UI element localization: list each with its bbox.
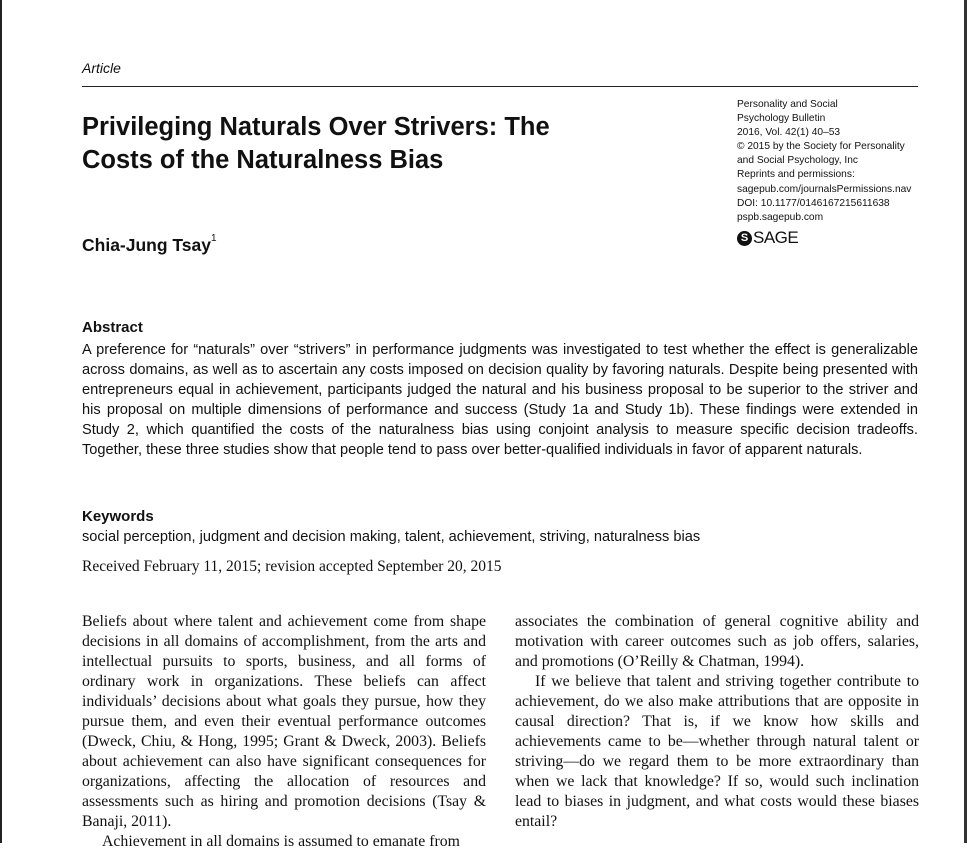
abstract-text: A preference for “naturals” over “strivers” in performance judgments was investigated to test whether the effect is generalizable across domains, as well as to ascertain any costs imposed on decision quality by favoring naturals. Despite being presented with entrepreneurs equal in achievement, participants judged the natural and his business proposal to be superior to the striver and his proposal on multiple dimensions of performance and success (Study 1a and Study 1b). These findings were extended in Study 2, which quantified the costs of the naturalness bias using conjoint analysis to measure specific decision tradeoffs. Together, these three studies show that people tend to pass over better-qualified individuals in favor of apparent naturals. xyxy=(82,342,918,459)
received-dates: Received February 11, 2015; revision accepted September 20, 2015 xyxy=(82,558,502,575)
keywords-heading: Keywords xyxy=(82,508,154,525)
journal-info-line: Reprints and permissions: xyxy=(737,169,855,181)
journal-info-line: and Social Psychology, Inc xyxy=(737,155,858,167)
body-column-right xyxy=(515,612,919,832)
keywords-text: social perception, judgment and decision making, talent, achievement, striving, naturalness bias xyxy=(82,529,701,545)
journal-info-line: Psychology Bulletin xyxy=(737,113,826,125)
journal-info-line: sagepub.com/journalsPermissions.nav xyxy=(737,183,912,195)
affiliation-mark: 1 xyxy=(211,233,217,244)
header-rule xyxy=(82,86,918,87)
journal-info xyxy=(737,98,937,225)
page-left-border xyxy=(0,0,2,843)
author-line xyxy=(82,235,217,256)
sage-logo-text: SAGE xyxy=(753,228,799,247)
body-column-left xyxy=(82,612,486,852)
journal-info-line: © 2015 by the Society for Personality xyxy=(737,141,905,153)
body-paragraph: Beliefs about where talent and achievement come from shape decisions in all domains of accomplishment, from the arts and intellectual pursuits to sports, business, and all forms of ordinary work in organizations. These beliefs can affect individuals’ decisions about what goals they pursue, how they pursue them, and even their eventual performance outcomes (Dweck, Chiu, & Hong, 1995; Grant & Dweck, 2003). Beliefs about achievement can also have significant consequences for organizations, affecting the allocation of resources and assessments such as hiring and promotion decisions (Tsay & Banaji, 2011). xyxy=(82,613,486,830)
author-name: Chia-Jung Tsay xyxy=(82,235,212,255)
sage-s-icon: S xyxy=(737,231,752,246)
title-line-1: Privileging Naturals Over Strivers: The xyxy=(82,113,550,141)
journal-info-line: Personality and Social xyxy=(737,99,838,110)
abstract-heading: Abstract xyxy=(82,319,143,336)
body-paragraph: associates the combination of general cognitive ability and motivation with career outcomes such as job offers, salaries, and promotions (O’Reilly & Chatman, 1994). xyxy=(515,613,919,670)
journal-info-line: DOI: 10.1177/0146167215611638 xyxy=(737,197,890,209)
body-paragraph: Achievement in all domains is assumed to emanate from xyxy=(102,833,460,850)
title-line-2: Costs of the Naturalness Bias xyxy=(82,146,444,174)
paper-title xyxy=(82,111,702,177)
article-type-label: Article xyxy=(82,60,121,76)
sage-logo xyxy=(737,228,798,248)
body-paragraph: If we believe that talent and striving together contribute to achievement, do we also make attributions that are opposite in causal direction? That is, if we know how skills and achievements came to be—whether through natural talent or striving—do we regard them to be more extraordinary than when we lack that knowledge? If so, would such inclination lead to biases in judgment, and what costs would these biases entail? xyxy=(515,673,919,830)
journal-info-line: 2016, Vol. 42(1) 40–53 xyxy=(737,127,841,139)
journal-info-line: pspb.sagepub.com xyxy=(737,211,824,223)
